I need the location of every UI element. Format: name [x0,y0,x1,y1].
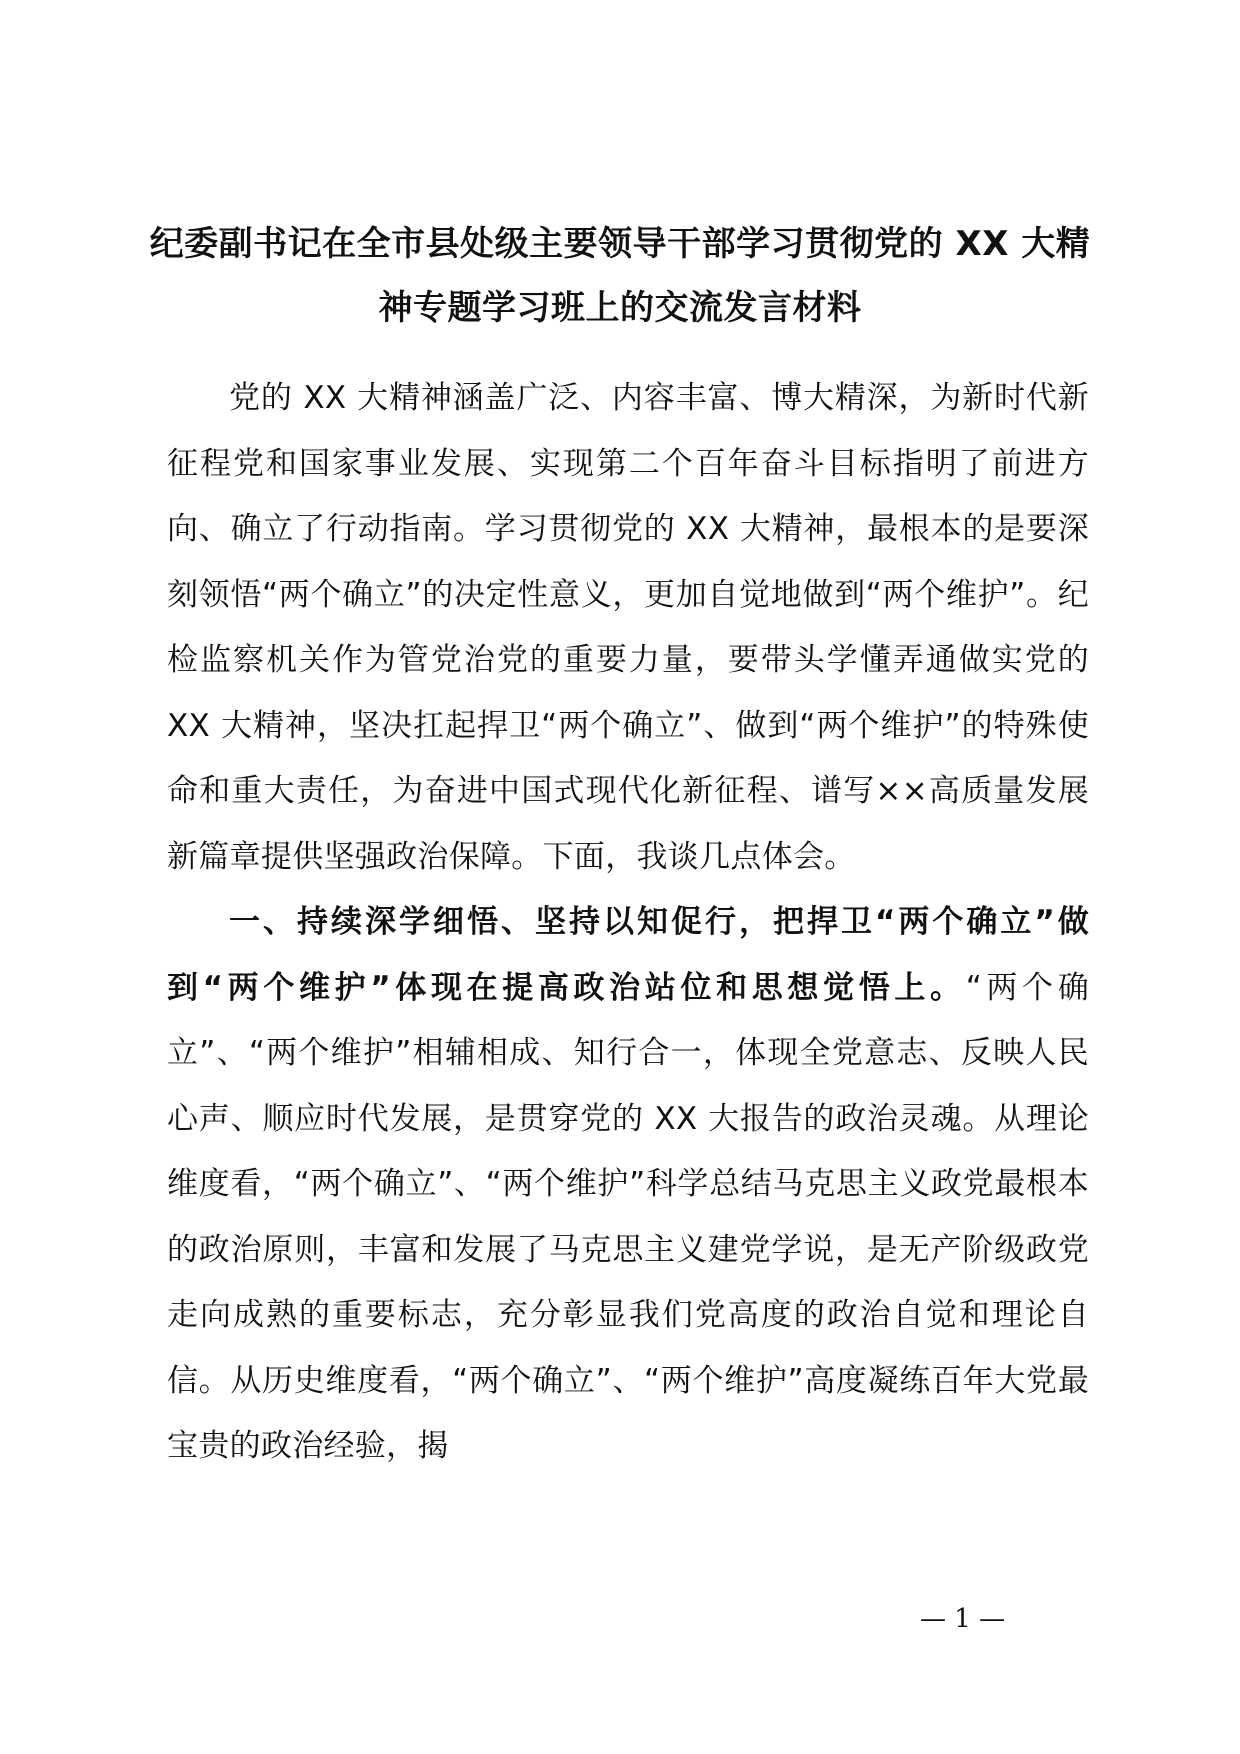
page-number: — 1 — [920,1604,1006,1634]
intro-paragraph: 党的 XX 大精神涵盖广泛、内容丰富、博大精深，为新时代新征程党和国家事业发展、实现第二个百年奋斗目标指明了前进方向、确立了行动指南。学习贯彻党的 XX 大精神，最根本的是要深刻领悟“两个确立”的决定性意义，更加自觉地做到“两个维护”。纪检监察机关作为管党治党的重要力量，要带头学懂弄通做实党的 XX 大精神，坚决扛起捍卫“两个确立”、做到“两个维护”的特殊使命和重大责任，为奋进中国式现代化新征程、谱写××高质量发展新篇章提供坚强政治保障。下面，我谈几点体会。 [167,380,1089,875]
document-title [140,212,1100,340]
section-one-paragraph [167,890,1089,1480]
title-line-2: 神专题学习班上的交流发言材料 [378,288,862,328]
section-one-heading: 一、持续深学细悟、坚持以知促行，把捍卫“两个确立”做到“两个维护”体现在提高政治站位和思想觉悟上。 [167,904,1089,1006]
document-body [167,366,1089,1480]
section-one-text: “两个确立”、“两个维护”相辅相成、知行合一，体现全党意志、反映人民心声、顺应时代发展，是贯穿党的 XX 大报告的政治灵魂。从理论维度看，“两个确立”、“两个维护”科学总结马克思主义政党最根本的政治原则，丰富和发展了马克思主义建党学说，是无产阶级政党走向成熟的重要标志，充分彰显我们党高度的政治自觉和理论自信。从历史维度看，“两个确立”、“两个维护”高度凝练百年大党最宝贵的政治经验，揭 [167,969,1089,1464]
title-line-1: 纪委副书记在全市县处级主要领导干部学习贯彻党的 XX 大精 [149,224,1091,264]
